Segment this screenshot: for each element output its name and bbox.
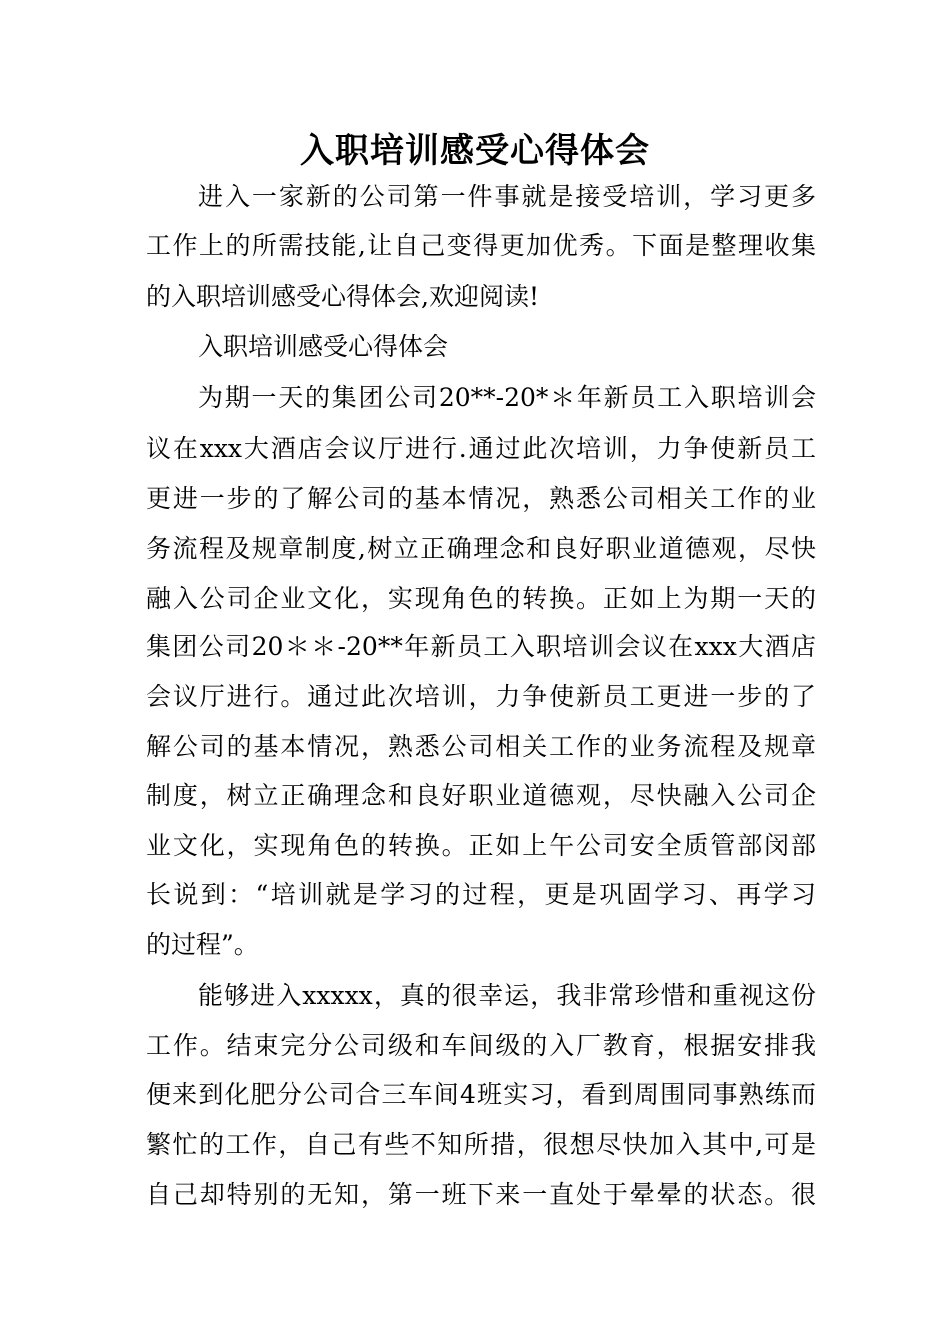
paragraph-line: 更进一步的了解公司的基本情况，熟悉公司相关工作的业 xyxy=(146,484,816,513)
paragraph-line: 工作。结束完分公司级和车间级的入厂教育，根据安排我 xyxy=(146,1031,816,1060)
paragraph-line: 务流程及规章制度,树立正确理念和良好职业道德观，尽快 xyxy=(146,534,816,563)
paragraph-line: 制度，树立正确理念和良好职业道德观，尽快融入公司企 xyxy=(146,781,816,810)
paragraph-line: 的过程”。 xyxy=(146,930,259,959)
paragraph-line: 为期一天的集团公司20**-20*＊年新员工入职培训会 xyxy=(198,383,816,412)
document-title: 入职培训感受心得体会 xyxy=(300,131,650,171)
paragraph-line: 集团公司20＊＊-20**年新员工入职培训会议在xxx大酒店 xyxy=(146,632,816,661)
section-heading: 入职培训感受心得体会 xyxy=(198,332,449,361)
paragraph-line: 繁忙的工作，自己有些不知所措，很想尽快加入其中,可是 xyxy=(146,1130,816,1159)
paragraph-line: 进入一家新的公司第一件事就是接受培训，学习更多 xyxy=(198,182,816,211)
paragraph-line: 便来到化肥分公司合三车间4班实习，看到周围同事熟练而 xyxy=(146,1080,816,1109)
paragraph-line: 能够进入xxxxx，真的很幸运，我非常珍惜和重视这份 xyxy=(198,981,816,1010)
paragraph-line: 议在xxx大酒店会议厅进行.通过此次培训，力争使新员工 xyxy=(146,434,816,463)
paragraph-line: 长说到：“培训就是学习的过程，更是巩固学习、再学习 xyxy=(146,880,816,909)
paragraph-line: 自己却特别的无知，第一班下来一直处于晕晕的状态。很 xyxy=(146,1180,816,1209)
paragraph-line: 融入公司企业文化，实现角色的转换。正如上为期一天的 xyxy=(146,584,816,613)
paragraph-line: 业文化，实现角色的转换。正如上午公司安全质管部闵部 xyxy=(146,831,816,860)
paragraph-line: 工作上的所需技能,让自己变得更加优秀。下面是整理收集 xyxy=(146,231,816,260)
paragraph-line: 的入职培训感受心得体会,欢迎阅读! xyxy=(146,282,539,311)
paragraph-line: 会议厅进行。通过此次培训，力争使新员工更进一步的了 xyxy=(146,682,816,711)
paragraph-line: 解公司的基本情况，熟悉公司相关工作的业务流程及规章 xyxy=(146,732,816,761)
